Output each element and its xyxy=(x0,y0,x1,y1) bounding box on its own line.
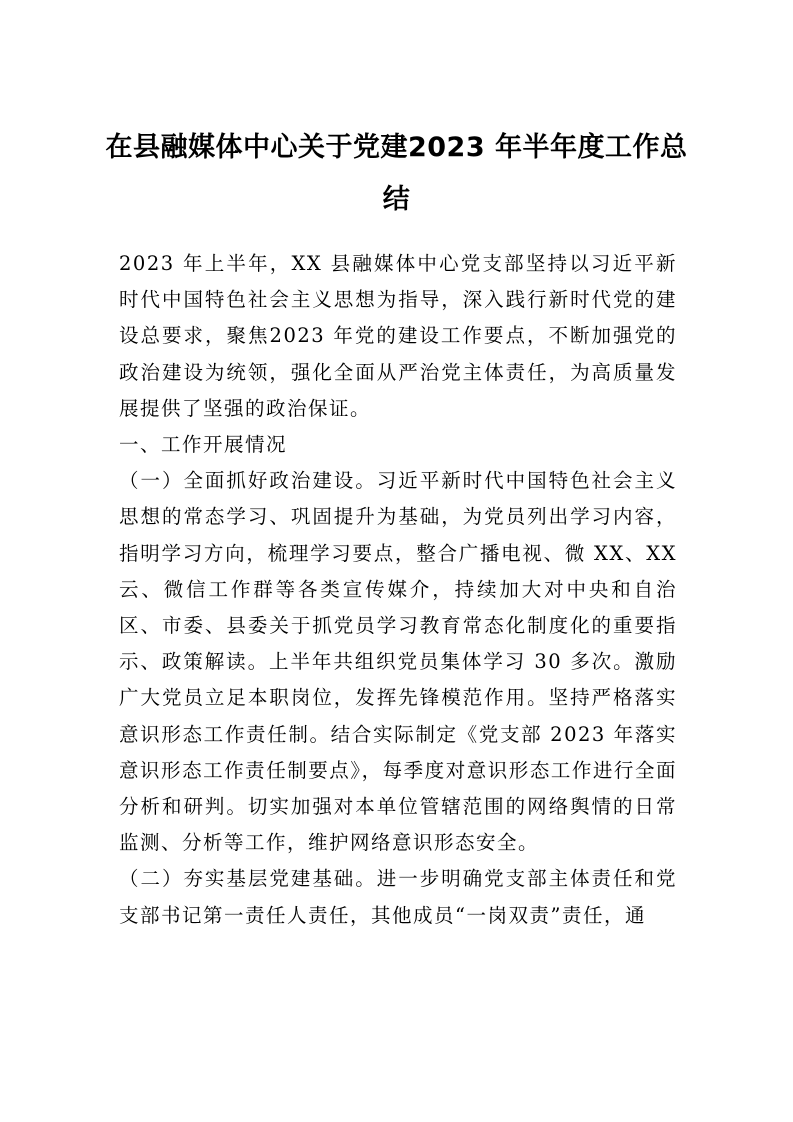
intro-paragraph: 2023 年上半年，XX 县融媒体中心党支部坚持以习近平新时代中国特色社会主义思想为指导，深入践行新时代党的建设总要求，聚焦2023 年党的建设工作要点，不断加强党的政治建设为统领，强化全面从严治党主体责任，为高质量发展提供了坚强的政治保证。 xyxy=(119,252,677,420)
subsection-paragraph-1: （一）全面抓好政治建设。习近平新时代中国特色社会主义思想的常态学习、巩固提升为基础，为党员列出学习内容，指明学习方向，梳理学习要点，整合广播电视、微 XX、XX 云、微信工作群等各类宣传媒介，持续加大对中央和自治区、市委、县委关于抓党员学习教育常态化制度化的重要指示、政策解读。上半年共组织党员集体学习 30 多次。激励广大党员立足本职岗位，发挥先锋模范作用。坚持严格落实意识形态工作责任制。结合实际制定《党支部 2023 年落实意识形态工作责任制要点》，每季度对意识形态工作进行全面分析和研判。切实加强对本单位管辖范围的网络舆情的日常监测、分析等工作，维护网络意识形态安全。 xyxy=(119,469,677,855)
document-title: 在县融媒体中心关于党建2023 年半年度工作总结 xyxy=(105,132,688,215)
section-heading: 一、工作开展情况 xyxy=(119,433,288,457)
subsection-paragraph-2: （二）夯实基层党建基础。进一步明确党支部主体责任和党支部书记第一责任人责任，其他成员“一岗双责”责任，通 xyxy=(119,867,677,927)
document-body xyxy=(119,246,677,934)
